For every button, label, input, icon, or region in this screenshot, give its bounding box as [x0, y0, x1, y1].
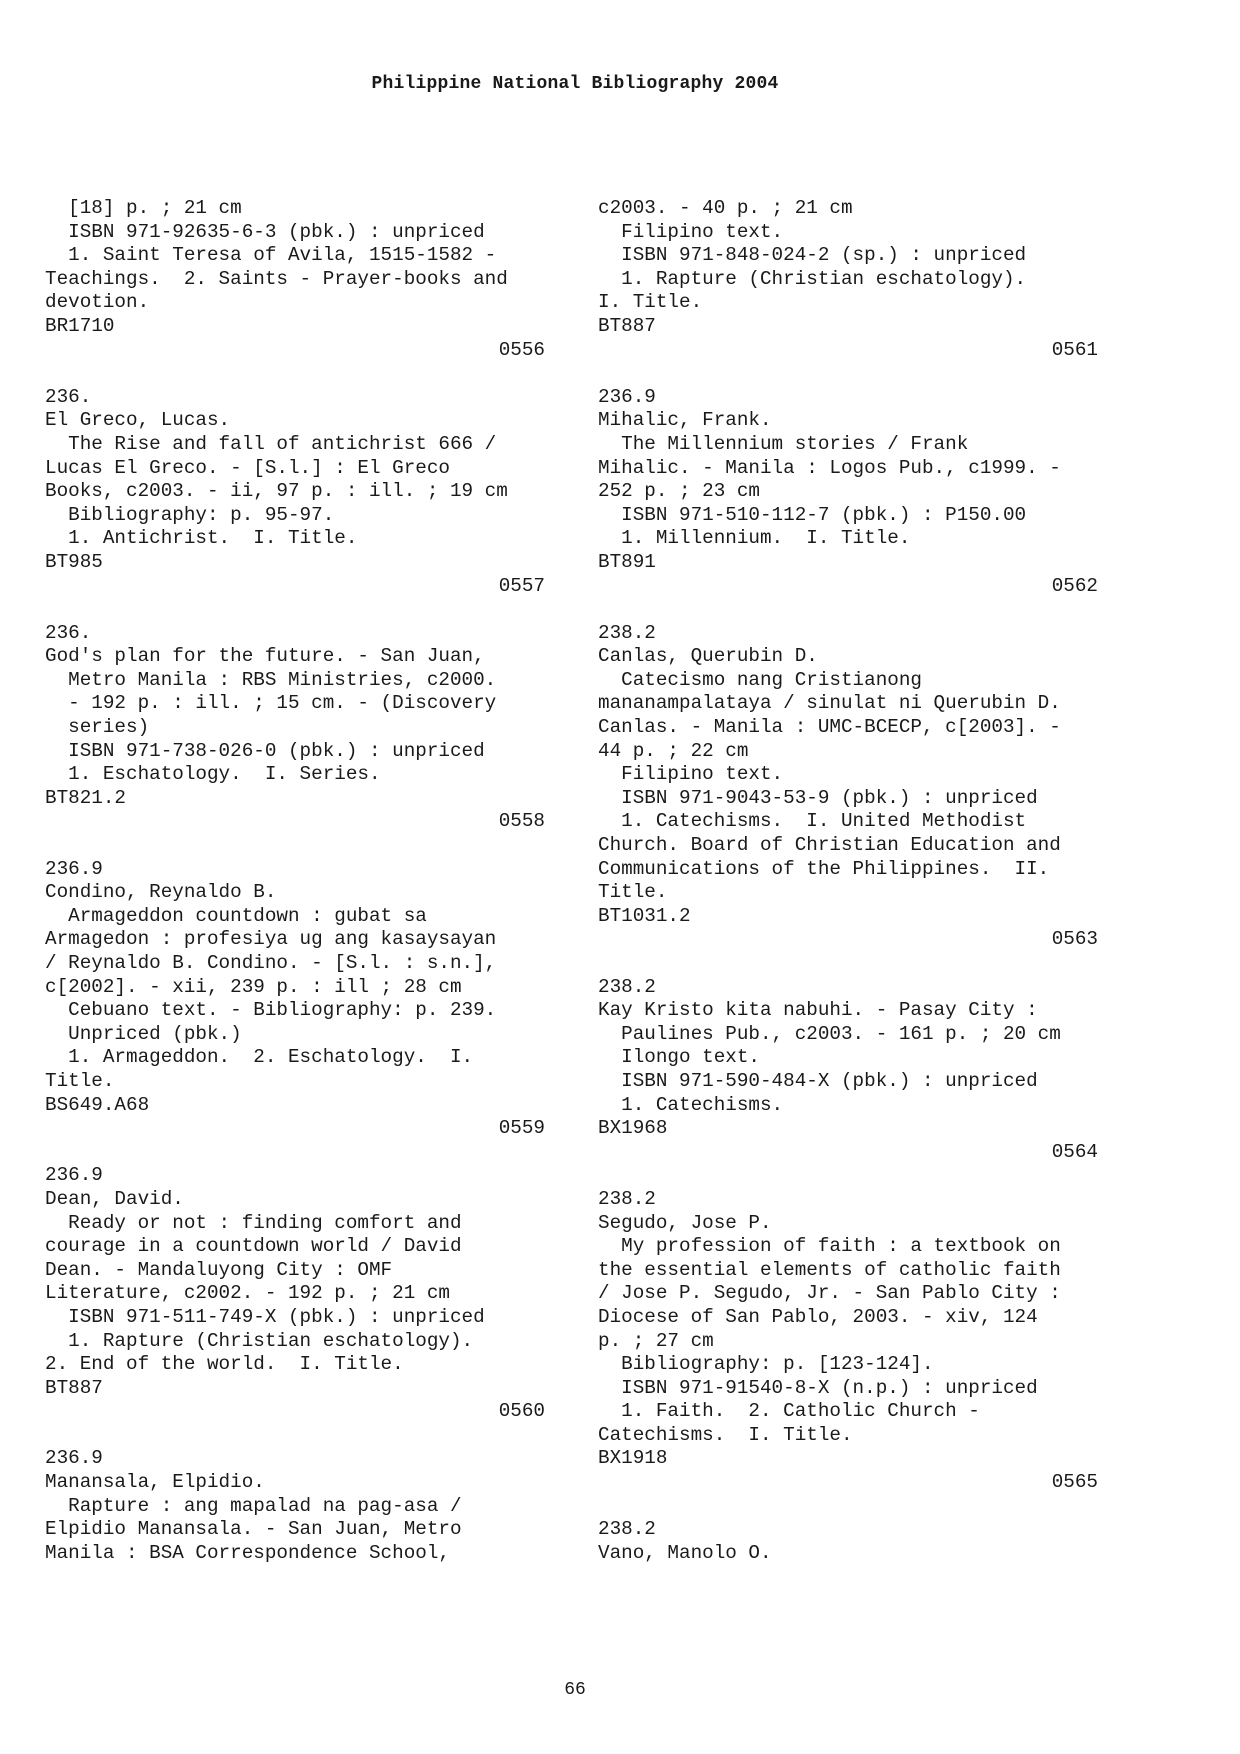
entry-line: Mihalic. - Manila : Logos Pub., c1999. -	[598, 456, 1061, 479]
entry-line: Lucas El Greco. - [S.l.] : El Greco	[45, 456, 450, 479]
entry-line: mananampalataya / sinulat ni Querubin D.	[598, 692, 1061, 715]
entry-line: Filipino text.	[598, 763, 784, 786]
entry-line: courage in a countdown world / David	[45, 1235, 462, 1258]
entry-line: Title.	[598, 881, 668, 904]
entry-line: I. Title.	[598, 291, 703, 314]
entry-line: Ilongo text.	[598, 1046, 760, 1069]
entry-line: El Greco, Lucas.	[45, 409, 231, 432]
entry-line: / Jose P. Segudo, Jr. - San Pablo City :	[598, 1282, 1061, 1305]
entry-line: the essential elements of catholic faith	[598, 1258, 1061, 1281]
entry-line: Communications of the Philippines. II.	[598, 857, 1050, 880]
entry-line: BT891	[598, 550, 656, 573]
entry-line: Literature, c2002. - 192 p. ; 21 cm	[45, 1282, 450, 1305]
entry-line: BT887	[45, 1376, 103, 1399]
entry-line: Unpriced (pbk.)	[45, 1022, 242, 1045]
entry-number: 0558	[498, 810, 545, 833]
entry-line: 252 p. ; 23 cm	[598, 480, 760, 503]
right-column	[598, 197, 1098, 1565]
entry-line: Cebuano text. - Bibliography: p. 239.	[45, 999, 497, 1022]
entry-line: 1. Saint Teresa of Avila, 1515-1582 -	[45, 244, 497, 267]
entry-line: 1. Rapture (Christian eschatology).	[598, 267, 1027, 290]
entry-line: Vano, Manolo O.	[598, 1541, 772, 1564]
entry-line: ISBN 971-590-484-X (pbk.) : unpriced	[598, 1069, 1038, 1092]
bibliography-entry	[45, 858, 545, 1141]
entry-number: 0557	[498, 574, 545, 597]
bibliography-entry	[45, 197, 545, 362]
entry-line: Mihalic, Frank.	[598, 409, 772, 432]
entry-line: p. ; 27 cm	[598, 1329, 714, 1352]
entry-line: 1. Catechisms. I. United Methodist	[598, 810, 1027, 833]
entry-line: ISBN 971-511-749-X (pbk.) : unpriced	[45, 1305, 485, 1328]
entry-number: 0560	[498, 1400, 545, 1423]
entry-spacer	[598, 1164, 1098, 1188]
entry-line: Segudo, Jose P.	[598, 1211, 772, 1234]
entry-number: 0563	[1051, 928, 1098, 951]
entry-line: Canlas, Querubin D.	[598, 645, 818, 668]
entry-number: 0559	[498, 1117, 545, 1140]
entry-line: Dean, David.	[45, 1187, 184, 1210]
entry-line: BS649.A68	[45, 1093, 150, 1116]
page-number: 66	[564, 1680, 586, 1700]
bibliography-entry	[598, 197, 1098, 362]
entry-line: BT821.2	[45, 786, 126, 809]
entry-line: series)	[45, 716, 150, 739]
entry-line: / Reynaldo B. Condino. - [S.l. : s.n.],	[45, 952, 497, 974]
entry-line: Condino, Reynaldo B.	[45, 881, 277, 904]
entry-line: Canlas. - Manila : UMC-BCECP, c[2003]. -	[598, 716, 1061, 739]
entry-number: 0564	[1051, 1140, 1098, 1163]
entry-line: Manansala, Elpidio.	[45, 1471, 265, 1494]
entry-line: 44 p. ; 22 cm	[598, 739, 749, 762]
entry-line: God's plan for the future. - San Juan,	[45, 645, 485, 668]
entry-line: ISBN 971-510-112-7 (pbk.) : P150.00	[598, 503, 1027, 526]
entry-line: 238.2	[598, 621, 656, 644]
entry-spacer	[45, 598, 545, 622]
entry-line: ISBN 971-9043-53-9 (pbk.) : unpriced	[598, 786, 1038, 809]
entry-line: Diocese of San Pablo, 2003. - xiv, 124	[598, 1305, 1038, 1328]
entry-line: [18] p. ; 21 cm	[45, 197, 242, 219]
entry-line: Dean. - Mandaluyong City : OMF	[45, 1258, 393, 1281]
entry-number: 0565	[1051, 1471, 1098, 1494]
entry-line: 238.2	[598, 975, 656, 998]
entry-line: ISBN 971-848-024-2 (sp.) : unpriced	[598, 244, 1027, 267]
entry-spacer	[598, 598, 1098, 622]
entry-line: 1. Antichrist. I. Title.	[45, 527, 358, 550]
entry-line: 236.9	[45, 1164, 103, 1187]
entry-line: devotion.	[45, 291, 150, 314]
entry-line: Paulines Pub., c2003. - 161 p. ; 20 cm	[598, 1022, 1061, 1045]
entry-line: - 192 p. : ill. ; 15 cm. - (Discovery	[45, 692, 497, 715]
entry-line: 1. Eschatology. I. Series.	[45, 763, 381, 786]
entry-line: 236.9	[598, 385, 656, 408]
bibliography-entry	[598, 622, 1098, 952]
entry-line: Church. Board of Christian Education and	[598, 834, 1061, 857]
entry-line: The Millennium stories / Frank	[598, 432, 969, 455]
entry-line: 2. End of the world. I. Title.	[45, 1353, 404, 1376]
entry-line: Filipino text.	[598, 220, 784, 243]
entry-line: ISBN 971-91540-8-X (n.p.) : unpriced	[598, 1376, 1038, 1399]
entry-line: ISBN 971-738-026-0 (pbk.) : unpriced	[45, 739, 485, 762]
entry-line: Catecismo nang Cristianong	[598, 668, 922, 691]
entry-line: BT985	[45, 550, 103, 573]
entry-line: Ready or not : finding comfort and	[45, 1211, 462, 1234]
entry-number: 0556	[498, 338, 545, 361]
entry-line: BX1918	[598, 1447, 668, 1470]
entry-line: 1. Millennium. I. Title.	[598, 527, 911, 550]
entry-line: BR1710	[45, 314, 115, 337]
bibliography-entry	[45, 1447, 545, 1565]
entry-line: Catechisms. I. Title.	[598, 1423, 853, 1446]
entry-line: 238.2	[598, 1187, 656, 1210]
entry-line: Books, c2003. - ii, 97 p. : ill. ; 19 cm	[45, 480, 508, 503]
entry-line: BT1031.2	[598, 904, 691, 927]
entry-line: 1. Catechisms.	[598, 1093, 784, 1116]
entry-line: My profession of faith : a textbook on	[598, 1235, 1061, 1258]
entry-line: 236.	[45, 621, 92, 644]
entry-spacer	[45, 362, 545, 386]
entry-line: Bibliography: p. [123-124].	[598, 1353, 934, 1376]
page-title: Philippine National Bibliography 2004	[371, 74, 779, 94]
bibliography-entry	[598, 1188, 1098, 1495]
bibliography-entry	[598, 976, 1098, 1165]
entry-line: c[2002]. - xii, 239 p. : ill ; 28 cm	[45, 975, 462, 998]
entry-line: 238.2	[598, 1518, 656, 1541]
entry-spacer	[598, 1495, 1098, 1519]
entry-line: Kay Kristo kita nabuhi. - Pasay City :	[598, 999, 1038, 1022]
entry-line: The Rise and fall of antichrist 666 /	[45, 432, 497, 455]
entry-line: ISBN 971-92635-6-3 (pbk.) : unpriced	[45, 220, 485, 243]
bibliography-entry	[45, 386, 545, 598]
entry-line: 1. Rapture (Christian eschatology).	[45, 1329, 474, 1352]
entry-spacer	[45, 1424, 545, 1448]
entry-line: Rapture : ang mapalad na pag-asa /	[45, 1494, 462, 1517]
left-column	[45, 197, 545, 1565]
entry-line: Manila : BSA Correspondence School,	[45, 1541, 450, 1564]
entry-spacer	[598, 362, 1098, 386]
bibliography-entry	[598, 386, 1098, 598]
entry-line: BX1968	[598, 1117, 668, 1140]
bibliography-entry	[45, 622, 545, 834]
entry-line: 236.9	[45, 1447, 103, 1470]
entry-line: Title.	[45, 1069, 115, 1092]
entry-line: Metro Manila : RBS Ministries, c2000.	[45, 668, 497, 691]
entry-line: c2003. - 40 p. ; 21 cm	[598, 197, 853, 219]
entry-line: Armageddon countdown : gubat sa	[45, 904, 427, 927]
entry-number: 0562	[1051, 574, 1098, 597]
entry-number: 0561	[1051, 338, 1098, 361]
entry-spacer	[598, 952, 1098, 976]
entry-spacer	[45, 1141, 545, 1165]
entry-line: 1. Faith. 2. Catholic Church -	[598, 1400, 980, 1423]
entry-line: Bibliography: p. 95-97.	[45, 503, 335, 526]
entry-line: Teachings. 2. Saints - Prayer-books and	[45, 267, 508, 290]
bibliography-entry	[598, 1518, 1098, 1565]
entry-spacer	[45, 834, 545, 858]
entry-line: 236.9	[45, 857, 103, 880]
entry-line: 1. Armageddon. 2. Eschatology. I.	[45, 1046, 474, 1069]
entry-line: Armagedon : profesiya ug ang kasaysayan	[45, 928, 497, 951]
bibliography-entry	[45, 1164, 545, 1424]
entry-line: Elpidio Manansala. - San Juan, Metro	[45, 1518, 462, 1541]
entry-line: BT887	[598, 314, 656, 337]
entry-line: 236.	[45, 385, 92, 408]
